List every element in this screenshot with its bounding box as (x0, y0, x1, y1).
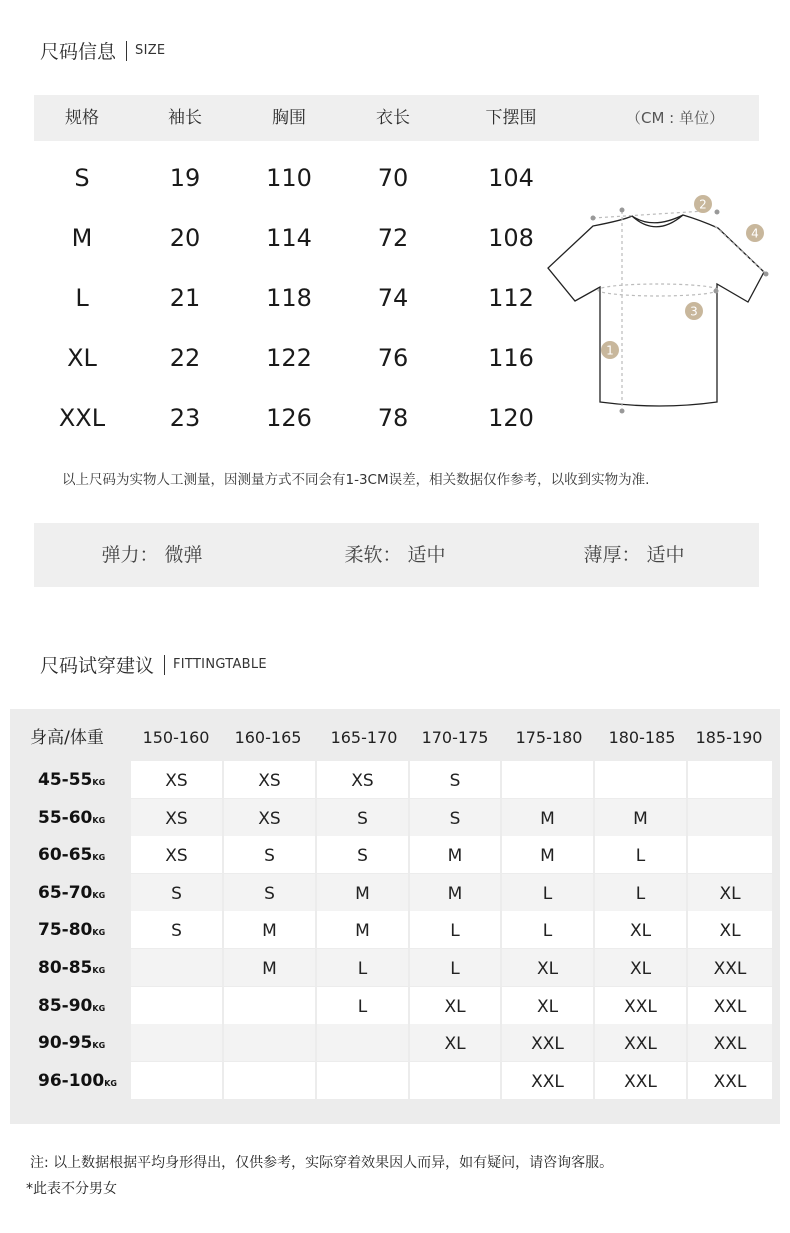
marker-2-label: 2 (699, 197, 707, 212)
size-cell: M (502, 799, 593, 836)
size-title-en: SIZE (135, 43, 166, 58)
marker-4-icon (746, 224, 764, 242)
size-cell: L (410, 949, 500, 986)
measure-dots (591, 208, 769, 414)
size-cell: XXL (595, 987, 686, 1024)
size-cell: XL (595, 949, 686, 986)
size-cell (688, 799, 772, 836)
weight-label (38, 1024, 105, 1065)
size-cell (502, 761, 593, 798)
weight-range: 85-90 (38, 995, 93, 1016)
weight-label (38, 874, 105, 915)
fit-row (10, 799, 780, 836)
size-cell: XXL (688, 1024, 772, 1061)
weight-unit: KG (92, 1041, 106, 1051)
hem-value: 104 (488, 164, 534, 192)
fitting-table-header (10, 709, 780, 761)
size-cell: S (131, 874, 222, 911)
hem-value: 112 (488, 284, 534, 312)
size-cell: XXL (595, 1024, 686, 1061)
size-cell (317, 1062, 408, 1099)
size-cell (224, 987, 315, 1024)
marker-2-icon (694, 195, 712, 213)
chest-value: 118 (266, 284, 312, 312)
tshirt-outline-icon (548, 215, 764, 406)
size-row (34, 388, 574, 448)
size-cell (688, 761, 772, 798)
height-col: 185-190 (695, 728, 763, 747)
weight-unit: KG (92, 853, 106, 863)
size-cell: M (595, 799, 686, 836)
weight-unit: KG (92, 1003, 106, 1013)
weight-label (38, 1062, 117, 1103)
weight-range: 96-100 (38, 1070, 105, 1091)
size-cell (224, 1024, 315, 1061)
marker-3-icon (685, 302, 703, 320)
size-cell: XL (502, 949, 593, 986)
size-cell: XS (224, 761, 315, 798)
height-col: 160-165 (234, 728, 302, 747)
weight-unit: KG (92, 815, 106, 825)
height-col: 150-160 (142, 728, 210, 747)
title-divider (164, 655, 165, 675)
size-cell: XL (595, 911, 686, 948)
hem-value: 116 (488, 344, 534, 372)
prop-elasticity: 弹力： 微弹 (101, 544, 203, 566)
marker-4-label: 4 (751, 226, 759, 241)
size-label: XL (67, 344, 97, 372)
title-divider (126, 41, 127, 61)
size-cell (595, 761, 686, 798)
size-cell: S (410, 761, 500, 798)
hem-value: 108 (488, 224, 534, 252)
size-cell (131, 987, 222, 1024)
size-cell (688, 836, 772, 873)
weight-unit: KG (92, 966, 106, 975)
weight-label (38, 911, 105, 952)
sleeve-value: 22 (169, 344, 201, 372)
header-chest: 胸围 (272, 108, 306, 128)
size-cell: L (317, 987, 408, 1024)
size-cell: M (224, 949, 315, 986)
size-cell: XXL (502, 1062, 593, 1099)
size-cell: S (317, 799, 408, 836)
height-col: 180-185 (608, 728, 676, 747)
size-cell: L (595, 836, 686, 873)
weight-unit: KG (92, 890, 106, 900)
length-value: 76 (377, 344, 409, 372)
weight-range: 60-65 (38, 845, 93, 866)
length-value: 70 (377, 164, 409, 192)
size-label: M (71, 224, 93, 252)
size-section-title (40, 37, 165, 64)
fit-section-title (40, 651, 267, 678)
size-cell: XL (688, 911, 772, 948)
size-label: L (75, 284, 89, 312)
size-row (34, 328, 574, 388)
sleeve-value: 23 (169, 404, 201, 432)
size-cell: XL (502, 987, 593, 1024)
size-cell: XL (410, 1024, 500, 1061)
fit-title-en: FITTINGTABLE (173, 657, 267, 672)
size-cell: XS (131, 799, 222, 836)
weight-label (38, 836, 105, 877)
size-cell: L (595, 874, 686, 911)
hem-value: 120 (488, 404, 534, 432)
size-cell: XS (224, 799, 315, 836)
size-cell (317, 1024, 408, 1061)
fit-row (10, 949, 780, 986)
weight-range: 90-95 (38, 1033, 93, 1054)
size-cell: XL (410, 987, 500, 1024)
size-cell (224, 1062, 315, 1099)
marker-1-label: 1 (606, 343, 614, 358)
size-cell: M (410, 874, 500, 911)
size-cell: XXL (595, 1062, 686, 1099)
size-cell (131, 1024, 222, 1061)
length-value: 78 (377, 404, 409, 432)
fit-row (10, 874, 780, 911)
weight-range: 45-55 (38, 770, 93, 790)
size-label: S (74, 164, 90, 192)
chest-value: 122 (266, 344, 312, 372)
marker-3-label: 3 (690, 304, 698, 319)
weight-label (38, 987, 105, 1028)
header-spec: 规格 (65, 108, 99, 128)
chest-value: 114 (266, 224, 312, 252)
header-sleeve: 袖长 (168, 108, 202, 128)
height-col: 165-170 (330, 728, 398, 747)
size-row (34, 208, 574, 268)
size-cell: L (502, 874, 593, 911)
tshirt-diagram (540, 190, 780, 420)
size-cell: S (224, 836, 315, 873)
fit-note: 注: 以上数据根据平均身形得出，仅供参考，实际穿着效果因人而异，如有疑问，请咨询客服。 (30, 1155, 614, 1171)
size-cell: XXL (688, 1062, 772, 1099)
weight-range: 80-85 (38, 958, 93, 978)
fit-note-gender: *此表不分男女 (26, 1181, 117, 1197)
size-label: XXL (58, 404, 106, 432)
size-cell: XS (317, 761, 408, 798)
size-cell (410, 1062, 500, 1099)
size-cell (131, 949, 222, 986)
size-cell: S (131, 911, 222, 948)
size-cell: L (317, 949, 408, 986)
size-cell: M (502, 836, 593, 873)
size-row (34, 148, 574, 208)
fabric-properties (34, 523, 759, 587)
size-cell: S (410, 799, 500, 836)
length-value: 72 (377, 224, 409, 252)
height-col: 175-180 (515, 728, 583, 747)
header-length: 衣长 (376, 108, 410, 128)
prop-thickness: 薄厚： 适中 (583, 544, 685, 566)
size-table-header (34, 95, 759, 141)
height-col: 170-175 (421, 728, 489, 747)
size-cell: M (317, 911, 408, 948)
size-cell: XXL (502, 1024, 593, 1061)
size-cell (131, 1062, 222, 1099)
weight-label (38, 949, 105, 990)
sleeve-value: 19 (169, 164, 201, 192)
weight-range: 75-80 (38, 920, 93, 941)
weight-label (38, 799, 105, 840)
weight-unit: KG (104, 1078, 117, 1088)
chest-value: 126 (266, 404, 312, 432)
sleeve-value: 21 (169, 284, 201, 312)
size-cell: L (410, 911, 500, 948)
weight-unit: KG (92, 778, 106, 787)
weight-range: 55-60 (38, 807, 93, 828)
fit-row (10, 1024, 780, 1061)
size-cell: S (317, 836, 408, 873)
size-row (34, 268, 574, 328)
weight-unit: KG (92, 928, 106, 938)
fit-row (10, 761, 780, 798)
size-cell: M (224, 911, 315, 948)
length-value: 74 (377, 284, 409, 312)
weight-label (38, 761, 105, 802)
fit-row (10, 987, 780, 1024)
marker-1-icon (601, 341, 619, 359)
fit-row (10, 836, 780, 873)
size-cell: XS (131, 836, 222, 873)
size-title-cn: 尺码信息 (40, 41, 117, 63)
sleeve-value: 20 (169, 224, 201, 252)
chest-value: 110 (266, 164, 312, 192)
fit-title-cn: 尺码试穿建议 (40, 655, 155, 677)
size-cell: XL (688, 874, 772, 911)
size-cell: S (224, 874, 315, 911)
prop-softness: 柔软： 适中 (344, 544, 446, 566)
corner-label: 身高/体重 (30, 728, 104, 748)
size-note: 以上尺码为实物人工测量，因测量方式不同会有1-3CM误差，相关数据仅作参考，以收到实物为准. (62, 472, 650, 488)
header-hem: 下摆围 (485, 108, 537, 128)
measure-lines (593, 211, 766, 410)
header-unit: （CM : 单位） (625, 109, 725, 127)
fit-row (10, 911, 780, 948)
size-cell: M (317, 874, 408, 911)
size-cell: XXL (688, 949, 772, 986)
weight-range: 65-70 (38, 882, 93, 903)
size-cell: XS (131, 761, 222, 798)
fitting-table (10, 709, 780, 1124)
size-cell: XXL (688, 987, 772, 1024)
size-cell: M (410, 836, 500, 873)
fit-row (10, 1062, 780, 1099)
size-cell: L (502, 911, 593, 948)
